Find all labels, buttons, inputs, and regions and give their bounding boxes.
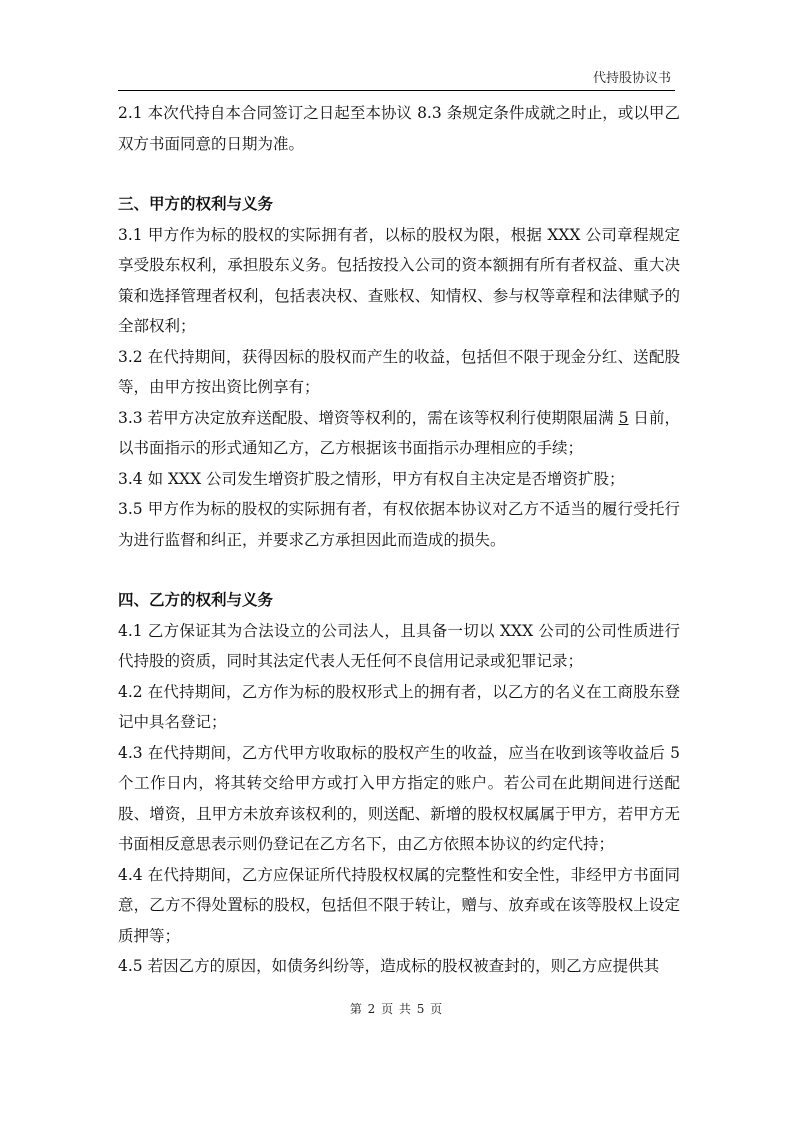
clause-4-5: 4.5 若因乙方的原因，如债务纠纷等，造成标的股权被查封的，则乙方应提供其 xyxy=(118,957,660,975)
clause-3-2: 3.2 在代持期间，获得因标的股权而产生的收益，包括但不限于现金分红、送配股等，由甲方按出资比例享有； xyxy=(118,347,680,396)
page-number: 第 2 页 共 5 页 xyxy=(349,1002,444,1016)
clause-3-1: 3.1 甲方作为标的股权的实际拥有者，以标的股权为限，根据 XXX 公司章程规定享受股东权利，承担股东义务。包括按投入公司的资本额拥有所有者权益、重大决策和选择管理者权利，包括表决权、查账权、知情权、参与权等章程和法律赋予的全部权利； xyxy=(118,225,680,335)
clause-3-3-days: 5 xyxy=(618,408,629,427)
clause-4-4: 4.4 在代持期间，乙方应保证所代持股权权属的完整性和安全性，非经甲方书面同意，乙方不得处置标的股权，包括但不限于转让，赠与、放弃或在该等股权上设定质押等； xyxy=(118,865,680,945)
section-heading-3: 三、甲方的权利与义务 xyxy=(118,194,274,213)
clause-3-3-text-b: 日前，以书面指示的形式通知乙方，乙方根据该书面指示办理相应的手续； xyxy=(118,408,680,457)
clause-2-1: 2.1 本次代持自本合同签订之日起至本协议 8.3 条规定条件成就之时止，或以甲乙双方书面同意的日期为准。 xyxy=(118,104,680,153)
clause-3-3 xyxy=(118,403,680,464)
header-rule xyxy=(118,90,675,91)
clause-3-3-text-a: 3.3 若甲方决定放弃送配股、增资等权利的，需在该等权利行使期限届满 xyxy=(118,408,619,427)
clause-3-5: 3.5 甲方作为标的股权的实际拥有者，有权依据本协议对乙方不适当的履行受托行为进行监督和纠正，并要求乙方承担因此而造成的损失。 xyxy=(118,500,680,549)
running-header: 代持股协议书 xyxy=(592,71,671,86)
clause-4-2: 4.2 在代持期间，乙方作为标的股权形式上的拥有者，以乙方的名义在工商股东登记中具名登记； xyxy=(118,682,680,731)
clause-4-1: 4.1 乙方保证其为合法设立的公司法人，且具备一切以 XXX 公司的公司性质进行代持股的资质，同时其法定代表人无任何不良信用记录或犯罪记录； xyxy=(118,621,680,670)
document-body xyxy=(118,98,680,982)
clause-4-3: 4.3 在代持期间，乙方代甲方收取标的股权产生的收益，应当在收到该等收益后 5 个工作日内，将其转交给甲方或打入甲方指定的账户。若公司在此期间进行送配股、增资，且甲方未放弃该权利的，则送配、新增的股权权属属于甲方，若甲方无书面相反意思表示则仍登记在乙方名下，由乙方依照本协议的约定代持； xyxy=(118,743,680,853)
section-heading-4: 四、乙方的权利与义务 xyxy=(118,590,274,609)
clause-3-4: 3.4 如 XXX 公司发生增资扩股之情形，甲方有权自主决定是否增资扩股； xyxy=(118,469,625,488)
